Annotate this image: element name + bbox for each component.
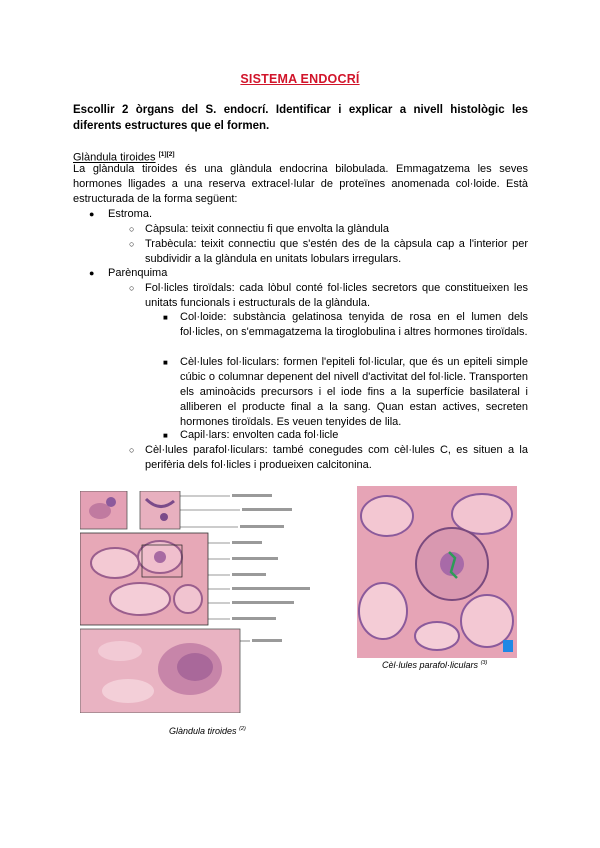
outline-parenquima: Parènquima	[108, 267, 168, 279]
parafollicular-histology-image	[357, 486, 517, 658]
thyroid-histology-figure	[80, 491, 330, 713]
thyroid-histology-image	[80, 491, 330, 713]
outline-capsula: Càpsula: teixit connectiu fi que envolta la glàndula	[145, 223, 389, 235]
section-heading-text: Glàndula tiroides	[73, 151, 156, 164]
task-statement: Escollir 2 òrgans del S. endocrí. Identificar i explicar a nivell histològic les diferents estructures que el formen.	[73, 104, 528, 132]
circle-bullet-icon: ○	[129, 445, 135, 455]
circle-bullet-icon: ○	[129, 224, 135, 234]
square-bullet-icon: ■	[163, 358, 168, 367]
circle-bullet-icon: ○	[129, 239, 135, 249]
square-bullet-icon: ■	[163, 313, 168, 322]
outline-foliculs: Fol·licles tiroïdals: cada lòbul conté fol·licles secretors que constitueixen les unitats funcionals i estructurals de la glàndula.	[145, 282, 528, 309]
left-figure-caption	[169, 726, 246, 736]
right-figure-caption	[382, 660, 487, 670]
disc-bullet-icon: ●	[89, 209, 95, 219]
circle-bullet-icon: ○	[129, 283, 135, 293]
intro-paragraph: La glàndula tiroides és una glàndula endocrina bilobulada. Emmagatzema les seves hormones lligades a una reserva extracel·lular de proteïnes anomenada col·loide. Està estructurada de la forma següent:	[73, 163, 528, 205]
outline-capillars: Capil·lars: envolten cada fol·licle	[180, 429, 339, 441]
outline-cellules-foliculars: Cèl·lules fol·liculars: formen l'epiteli fol·licular, que és un epiteli simple cúbic o columnar depenent del nivell d'activitat del fol·licle. Transporten els aminoàcids precursors i el iode fins a la superfície basilateral i alliberen el producte final a la sang. Quan estan actives, secreten hormones tiroïdals. Es veuen tenyides de lila.	[180, 356, 528, 428]
outline-colloide: Col·loide: substància gelatinosa tenyida de rosa en el lumen dels fol·licles, on s'emmagatzema la tiroglobulina i altres hormones tiroïdals.	[180, 311, 528, 338]
right-caption-text: Cèl·lules parafol·liculars	[382, 660, 479, 670]
square-bullet-icon: ■	[163, 431, 168, 440]
page-title: SISTEMA ENDOCRÍ	[240, 72, 360, 86]
outline-estroma: Estroma.	[108, 208, 153, 220]
outline-parafoliculars: Cèl·lules parafol·liculars: també conegudes com cèl·lules C, es situen a la perifèria dels fol·licles i produeixen calcitonina.	[145, 444, 528, 471]
left-caption-text: Glàndula tiroides	[169, 726, 237, 736]
parafollicular-cells-figure	[357, 486, 517, 658]
section-refs: [1][2]	[158, 151, 175, 158]
outline-trabecula: Trabècula: teixit connectiu que s'estén des de la càpsula cap a l'interior per subdividir a la glàndula en unitats lobulars irregulars.	[145, 238, 528, 265]
left-caption-ref: (2)	[239, 726, 246, 732]
disc-bullet-icon: ●	[89, 268, 95, 278]
right-caption-ref: (3)	[480, 660, 488, 666]
